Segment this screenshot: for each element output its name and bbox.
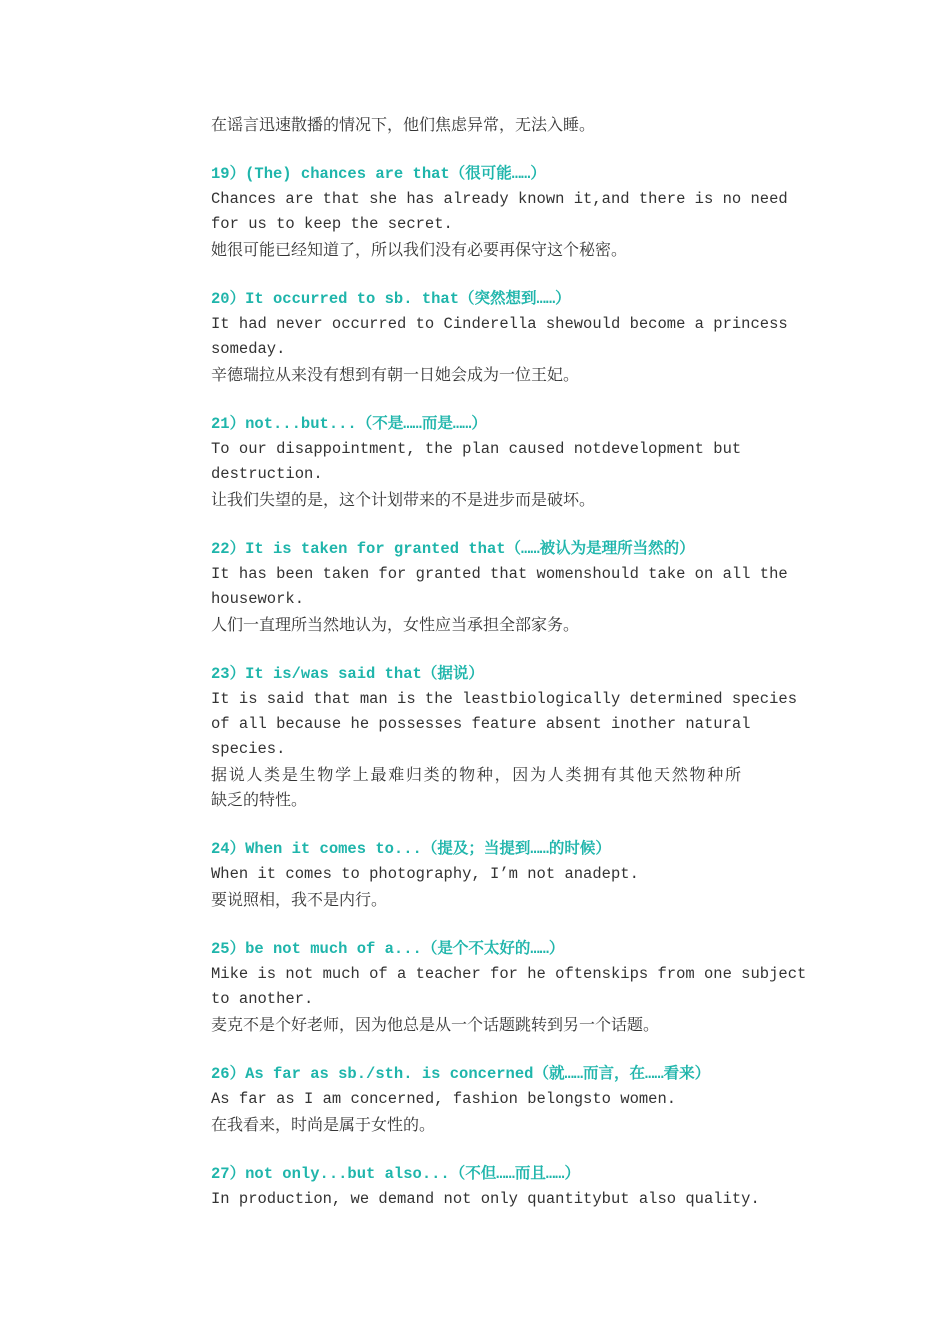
phrase-heading: 27）not only...but also...（不但……而且……） xyxy=(211,1165,580,1183)
phrase-entry xyxy=(211,137,788,262)
spacer xyxy=(211,637,741,662)
phrase-list xyxy=(211,137,807,1212)
example-sentence-line: When it comes to photography, I’m not anadept. xyxy=(211,865,639,883)
example-sentence-line: As far as I am concerned, fashion belongsto women. xyxy=(211,1090,677,1108)
phrase-entry xyxy=(211,812,741,912)
phrase-heading: 19）(The) chances are that（很可能……） xyxy=(211,165,546,183)
example-sentence-line: housework. xyxy=(211,590,305,608)
phrase-entry xyxy=(211,1037,741,1137)
example-sentence-line: To our disappointment, the plan caused notdevelopment but xyxy=(211,440,742,458)
document-page xyxy=(211,112,807,1212)
translation-line: 人们一直理所当然地认为，女性应当承担全部家务。 xyxy=(211,615,580,634)
translation-line: 要说照相，我不是内行。 xyxy=(211,890,388,909)
translation-line: 她很可能已经知道了，所以我们没有必要再保守这个秘密。 xyxy=(211,240,628,259)
phrase-heading: 25）be not much of a...（是个不太好的……） xyxy=(211,940,565,958)
phrase-heading: 26）As far as sb./sth. is concerned（就……而言，在……看来） xyxy=(211,1065,711,1083)
example-sentence-line: It had never occurred to Cinderella shewould become a princess xyxy=(211,315,788,333)
spacer xyxy=(211,1037,741,1062)
translation-line: 据说人类是生物学上最难归类的物种，因为人类拥有其他天然物种所 xyxy=(211,765,741,784)
phrase-heading: 23）It is/was said that（据说） xyxy=(211,665,484,683)
translation-line: 辛德瑞拉从来没有想到有朝一日她会成为一位王妃。 xyxy=(211,365,580,384)
example-sentence-line: Mike is not much of a teacher for he oftenskips from one subject xyxy=(211,965,807,983)
example-sentence-line: In production, we demand not only quantitybut also quality. xyxy=(211,1190,760,1208)
example-sentence-line: Chances are that she has already known it,and there is no need xyxy=(211,190,788,208)
phrase-heading: 22）It is taken for granted that（……被认为是理所当然的） xyxy=(211,540,695,558)
spacer xyxy=(211,912,741,937)
translation-line: 缺乏的特性。 xyxy=(211,790,308,809)
spacer xyxy=(211,812,741,837)
example-sentence-line: It has been taken for granted that womenshould take on all the xyxy=(211,565,788,583)
phrase-entry xyxy=(211,1137,760,1212)
spacer xyxy=(211,512,741,537)
phrase-entry xyxy=(211,637,797,812)
spacer xyxy=(211,387,741,412)
phrase-heading: 20）It occurred to sb. that（突然想到……） xyxy=(211,290,571,308)
phrase-entry xyxy=(211,387,741,512)
example-sentence-line: to another. xyxy=(211,990,314,1008)
example-sentence-line: of all because he possesses feature absent inother natural xyxy=(211,715,751,733)
phrase-heading: 24）When it comes to...（提及；当提到……的时候） xyxy=(211,840,611,858)
spacer xyxy=(211,137,741,162)
example-sentence-line: It is said that man is the leastbiologically determined species xyxy=(211,690,797,708)
translation-line: 在我看来，时尚是属于女性的。 xyxy=(211,1115,436,1134)
phrase-entry xyxy=(211,912,807,1037)
spacer xyxy=(211,1137,741,1162)
phrase-entry xyxy=(211,262,788,387)
phrase-entry xyxy=(211,512,788,637)
phrase-heading: 21）not...but...（不是……而是……） xyxy=(211,415,487,433)
example-sentence-line: for us to keep the secret. xyxy=(211,215,453,233)
spacer xyxy=(211,262,741,287)
translation-line: 让我们失望的是，这个计划带来的不是进步而是破坏。 xyxy=(211,490,596,509)
intro-translation: 在谣言迅速散播的情况下，他们焦虑异常，无法入睡。 xyxy=(211,115,596,134)
translation-line: 麦克不是个好老师，因为他总是从一个话题跳转到另一个话题。 xyxy=(211,1015,660,1034)
example-sentence-line: destruction. xyxy=(211,465,323,483)
example-sentence-line: species. xyxy=(211,740,286,758)
example-sentence-line: someday. xyxy=(211,340,286,358)
